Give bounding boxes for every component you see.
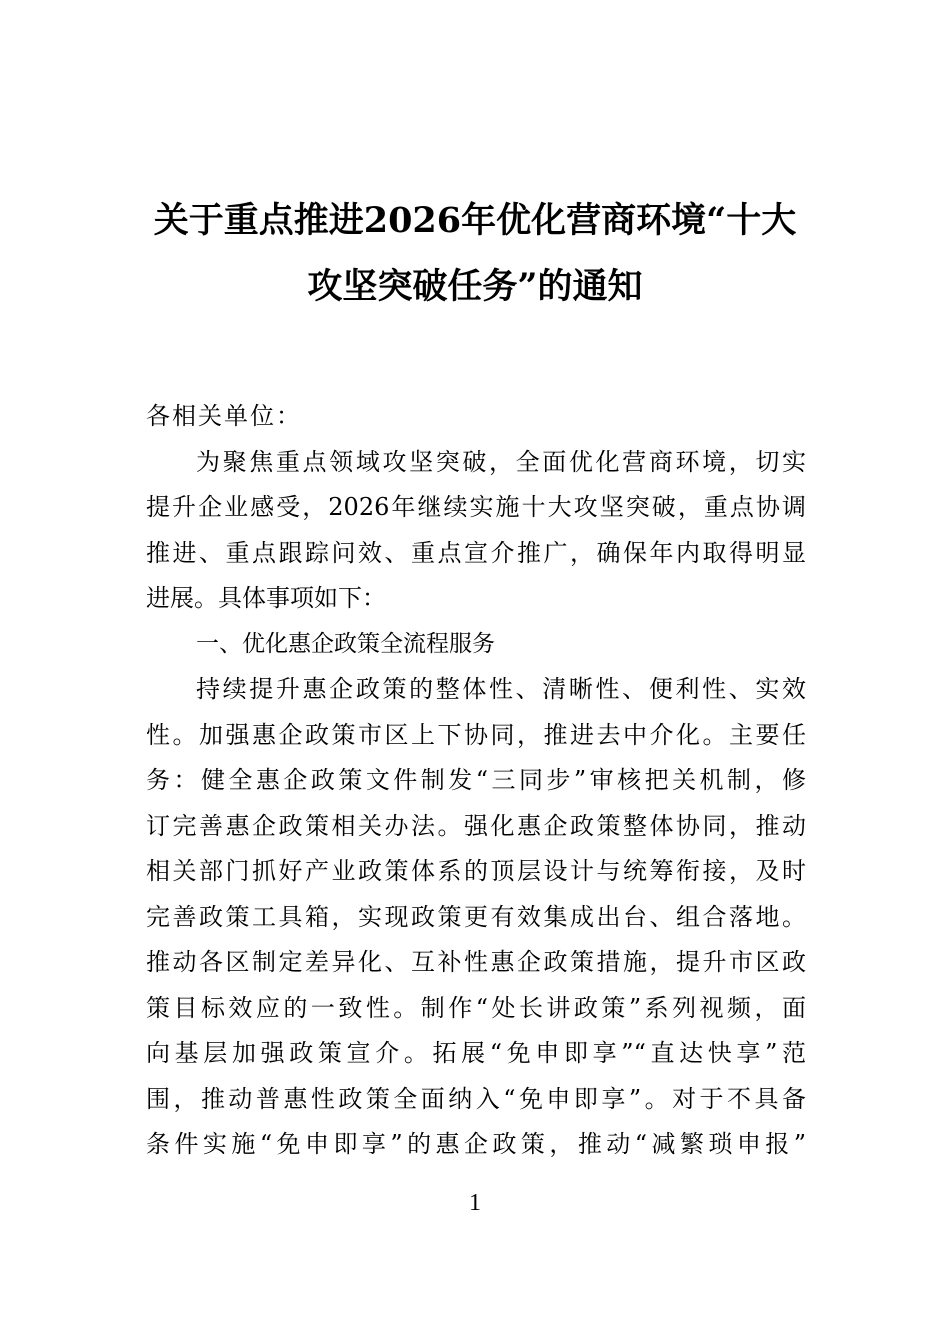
salutation: 各相关单位： bbox=[146, 402, 302, 430]
page-number: 1 bbox=[469, 1190, 481, 1216]
paragraph-line: 性。加强惠企政策市区上下协同，推进去中介化。主要任 bbox=[146, 720, 806, 749]
paragraph-line: 订完善惠企政策相关办法。强化惠企政策整体协同，推动 bbox=[146, 811, 806, 840]
paragraph-line: 围，推动普惠性政策全面纳入“免申即享”。对于不具备 bbox=[146, 1084, 806, 1113]
paragraph-line: 完善政策工具箱，实现政策更有效集成出台、组合落地。 bbox=[146, 902, 806, 931]
paragraph-line: 条件实施“免申即享”的惠企政策，推动“减繁琐申报” bbox=[146, 1130, 806, 1158]
intro-line: 推进、重点跟踪问效、重点宣介推广，确保年内取得明显 bbox=[146, 538, 806, 567]
paragraph-line: 相关部门抓好产业政策体系的顶层设计与统筹衔接，及时 bbox=[146, 857, 806, 885]
document-body bbox=[146, 394, 806, 1168]
paragraph-line: 推动各区制定差异化、互补性惠企政策措施，提升市区政 bbox=[146, 948, 806, 976]
document-title bbox=[120, 188, 830, 320]
paragraph-line: 向基层加强政策宣介。拓展“免申即享”“直达快享”范 bbox=[146, 1039, 806, 1067]
paragraph-line: 持续提升惠企政策的整体性、清晰性、便利性、实效 bbox=[196, 675, 806, 703]
title-line: 攻坚突破任务”的通知 bbox=[307, 266, 643, 307]
intro-line: 为聚焦重点领域攻坚突破，全面优化营商环境，切实 bbox=[196, 447, 806, 476]
title-line: 关于重点推进2026年优化营商环境“十大 bbox=[153, 200, 797, 241]
intro-line: 进展。具体事项如下： bbox=[146, 584, 386, 612]
paragraph-line: 策目标效应的一致性。制作“处长讲政策”系列视频，面 bbox=[146, 993, 806, 1022]
section-heading: 一、优化惠企政策全流程服务 bbox=[196, 630, 495, 657]
paragraph-line: 务：健全惠企政策文件制发“三同步”审核把关机制，修 bbox=[146, 766, 806, 794]
intro-line: 提升企业感受，2026年继续实施十大攻坚突破，重点协调 bbox=[146, 493, 806, 521]
